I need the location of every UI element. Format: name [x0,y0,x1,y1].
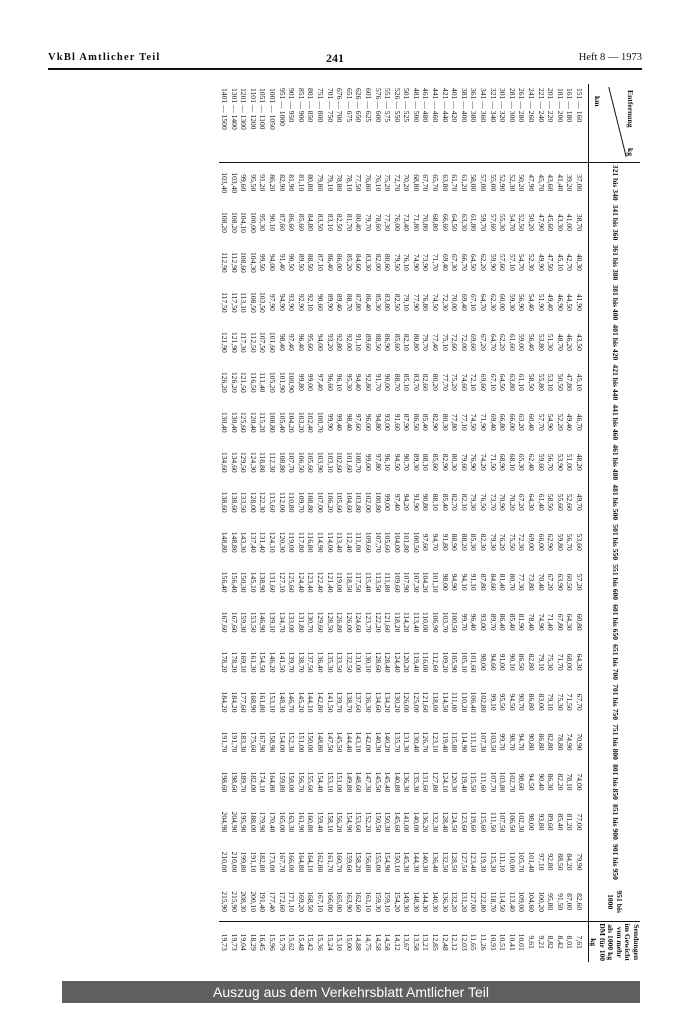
rate-column: 77,00 81,20 85,40 89,60 93,80 98,00 102,30 106,50 107,50 111,50 115,60 119,60 123,60 124,50 128,40 132,30 136,20 140,00 141,00 145,60 150,30 150,50 152,20 153,60 154,90 156,20 158,10 159,40 160,80 161,90 163,30 165,00 170,40 179,90 188,00 195,90 204,90 204,90 [220,811,584,833]
rate-column: 70,90 74,90 78,80 82,80 86,80 90,80 94,70 98,70 99,70 103,50 107,30 111,10 114,90 115,80 119,40 123,10 126,70 130,40 131,30 135,70 140,20 140,30 142,00 143,10 144,40 145,50 147,50 148,80 150,00 151,00 152,30 154,00 158,90 167,90 175,60 183,30 191,70 191,70 [220,731,584,753]
weight-class-header: 481 bis 500 [589,482,641,522]
page-number: 241 [326,51,344,65]
weight-class-header: 651 bis 700 [589,642,641,682]
weight-class-header: 441 bis 460 [589,402,641,442]
weight-class-header: 421 bis 440 [589,362,641,402]
rate-column: 49,70 52,60 55,60 58,50 61,40 64,30 67,20 70,20 70,90 73,70 76,50 79,30 82,10 82,70 85,40 88,10 90,80 91,90 94,20 97,40 99,00 100,80 102,00 103,80 104,60 105,60 106,20 107,00 108,80 109,70 110,80 112,00 115,60 122,30 128,00 133,50 138,60 138,60 [220,491,584,513]
issue-label: Heft 8 — 1973 [578,52,642,63]
header-rule [48,68,642,70]
weight-class-header: 401 bis 420 [589,322,641,362]
kg-label: kg [626,147,635,156]
weight-class-header: 321 bis 340 [589,163,641,203]
rate-table [219,84,640,962]
header-diagonal [608,87,626,157]
rate-column: 48,20 51,00 53,90 56,70 59,60 62,40 65,30 68,10 68,90 71,50 74,20 76,90 79,60 80,30 82,90 85,60 88,10 89,30 90,70 94,50 96,10 97,80 99,00 100,70 101,60 102,60 103,10 103,90 105,60 106,50 107,70 108,80 112,30 118,80 124,30 129,50 134,60 134,60 [220,451,584,473]
rate-column: 79,90 84,20 88,50 92,80 97,10 101,40 105,70 110,00 111,10 115,30 119,30 123,40 127,50 128,50 132,50 136,40 140,30 144,30 145,30 150,10 154,90 155,00 156,80 158,20 159,60 160,70 161,70 162,80 164,10 164,80 166,00 167,70 173,00 182,80 191,10 199,80 210,00 210,00 [220,851,584,873]
rate-column: 64,30 68,00 71,70 75,30 79,10 82,80 86,50 90,10 91,00 94,60 98,00 101,60 105,10 105,90 109,20 112,60 116,00 119,40 120,20 124,40 128,40 128,60 130,10 131,00 132,50 133,50 135,30 136,40 137,50 138,70 139,70 141,50 146,20 154,50 161,30 169,10 178,20 178,20 [220,651,584,673]
rate-column: 82,60 87,00 91,50 95,80 100,20 104,60 109,00 113,40 114,50 118,70 122,80 127,00 131,20 132,20 136,30 140,30 144,30 148,30 149,30 154,20 159,10 159,30 161,10 162,60 163,90 165,00 166,00 167,10 168,50 169,20 171,10 172,60 177,40 191,40 200,10 208,30 215,90 215,90 [220,891,584,913]
weight-class-header: 341 bis 360 [589,202,641,242]
rate-column: 57,20 60,50 63,90 67,20 70,40 73,80 77,30 80,70 81,40 84,60 87,80 91,10 94,10 94,90 98,00 101,10 104,20 107,30 107,90 109,60 111,80 113,50 115,40 117,50 118,50 119,00 121,40 122,40 123,40 124,40 125,60 127,10 131,60 138,90 145,10 150,30 156,40 156,40 [220,571,584,593]
rate-column: 46,70 49,40 52,20 54,90 57,70 60,40 63,20 66,00 66,80 69,40 71,90 74,50 77,10 77,80 80,30 82,90 85,40 86,50 87,90 91,60 93,00 94,80 96,00 97,60 98,40 99,40 99,90 100,70 102,40 103,20 104,20 105,40 108,80 115,20 120,40 125,60 130,40 130,40 [220,411,584,433]
rate-column: 37,00 39,20 41,40 43,60 45,70 47,90 50,20 52,30 52,90 55,00 57,00 58,00 61,20 61,70 63,80 65,70 67,70 68,80 70,20 72,70 75,20 76,10 76,80 77,50 78,10 78,80 79,10 79,80 80,80 81,10 81,90 82,90 86,20 91,20 95,50 99,60 103,40 103,40 [220,172,584,194]
rate-column: 43,50 46,20 48,70 51,30 53,80 56,40 59,00 61,60 62,20 64,70 67,20 69,60 72,00 72,60 75,10 77,40 79,70 80,80 82,10 85,60 86,90 88,50 89,60 91,10 92,00 92,80 93,20 94,00 95,60 96,40 97,40 98,40 101,60 107,50 112,50 117,30 121,90 121,90 [220,331,584,353]
rate-column: 7,61 8,01 8,42 8,82 9,21 9,61 10,01 10,41 10,51 10,91 11,26 11,65 12,03 12,12 12,48 12,85 13,21 13,58 13,67 14,12 14,58 14,58 14,75 14,88 15,00 15,10 15,24 15,36 15,42 15,48 15,62 15,79 15,96 16,45 18,29 19,04 19,73 19,73 [219,922,588,962]
weight-class-header: 551 bis 600 [589,562,641,602]
rate-column: 40,30 42,70 45,10 47,50 49,90 52,30 54,70 57,10 57,60 59,90 62,20 64,50 66,70 67,30 69,40 71,70 73,90 74,90 76,10 79,50 80,60 82,00 83,30 84,60 85,20 86,00 86,40 87,10 88,50 89,50 90,50 91,40 94,00 99,50 104,30 108,60 112,90 112,90 [220,251,584,273]
table-body-row [219,84,588,962]
weight-class-header: 851 bis 900 [589,802,641,842]
rate-column: 74,00 78,10 82,20 86,30 90,40 94,50 98,60 102,70 103,80 107,70 111,60 115,50 119,40 120,30 124,10 127,80 131,60 135,30 136,30 140,80 145,40 145,50 147,30 148,60 149,80 151,00 153,10 154,40 155,60 156,70 158,00 159,80 164,80 174,10 182,00 189,70 198,60 198,60 [220,771,584,793]
weight-class-header: Sendungen im Gewicht von mehr als 1000 kg DM für 100 kg [589,923,641,962]
rate-column: 53,60 56,70 59,80 62,90 66,00 69,00 72,30 75,50 76,20 79,30 82,30 85,30 88,20 88,90 91,80 94,70 97,60 100,50 101,80 104,00 105,60 107,70 109,60 111,00 112,40 113,40 114,00 114,90 116,80 117,80 119,00 120,30 124,10 131,40 137,40 143,30 148,80 148,80 [220,531,584,553]
rate-column: 45,10 47,80 50,50 53,10 55,80 58,50 61,10 63,80 64,50 67,10 69,60 72,10 74,60 75,20 77,70 80,20 82,60 83,70 85,10 88,70 90,00 91,70 92,80 94,40 95,30 96,10 96,60 97,40 99,00 99,80 100,90 101,90 105,20 111,40 116,50 121,50 126,20 126,20 [220,371,584,393]
weight-class-header: 361 bis 380 [589,242,641,282]
footer-banner: Auszug aus dem Verkehrsblatt Amtlicher Teil [62,981,640,1003]
rate-column: 41,90 44,50 46,90 49,40 51,90 54,40 56,90 59,30 60,00 62,30 64,70 67,10 69,40 70,00 72,30 74,50 76,80 77,90 79,10 82,50 83,80 85,30 86,40 87,80 88,70 89,40 89,90 90,60 92,10 92,90 93,90 94,90 97,90 103,50 108,50 113,10 117,50 117,50 [220,291,584,313]
weight-class-header: 801 bis 850 [589,762,641,802]
km-label: km [593,96,603,107]
page-header [48,52,642,66]
weight-class-header: 381 bis 400 [589,282,641,322]
table-header-row [589,84,641,962]
weight-class-header: 701 bis 750 [589,682,641,722]
rate-table-rotated [140,84,640,962]
rate-column: 67,70 71,50 75,30 79,10 83,00 86,80 90,70 94,50 95,50 99,10 102,80 106,40 110,20 111,00 114,50 118,00 121,60 125,00 126,00 130,20 134,20 134,60 136,30 137,60 138,70 139,70 141,50 142,80 144,10 145,20 146,70 148,30 153,10 161,80 168,90 177,60 184,20 184,20 [220,691,584,713]
distance-column: 151 — 160 161 — 180 181 — 200 201 — 220 221 — 240 241 — 260 261 — 280 281 — 300 301 — 320 321 — 340 341 — 360 361 — 380 381 — 400 401 — 420 421 — 440 441 — 460 461 — 480 481 — 500 501 — 525 526 — 550 551 — 575 576 — 600 601 — 625 626 — 650 651 — 675 676 — 700 701 — 750 751 — 800 801 — 850 851 — 900 901 — 950 951 — 1000 1001 — 1050 1051 — 1100 1101 — 1200 1201 — 1300 1301 — 1400 1401 — 1500 [219,84,588,163]
rate-column: 38,70 41,00 43,30 45,60 47,90 50,20 52,50 54,70 55,30 57,60 59,70 61,80 63,30 64,50 66,60 68,80 70,80 71,80 73,40 76,00 77,30 78,60 79,70 80,40 81,70 82,50 83,10 83,50 84,80 85,60 86,60 87,60 90,10 95,30 100,00 104,10 108,20 108,20 [220,212,584,233]
journal-title: VkBl Amtlicher Teil [48,52,161,63]
weight-class-header: 901 bis 950 [589,842,641,882]
weight-class-header: 501 bis 550 [589,522,641,562]
distance-label: Entfernung [626,90,635,128]
rate-column: 60,80 64,30 67,80 71,40 74,90 78,40 81,90 85,40 86,40 89,70 93,00 96,40 99,70 100,50 103,70 106,90 110,00 113,40 114,20 118,20 121,60 122,20 123,70 124,60 126,00 126,80 128,50 129,60 130,70 131,80 133,00 134,70 139,10 146,90 153,50 159,30 167,60 167,60 [220,611,584,633]
distance-header [589,84,641,163]
weight-class-header: 951 bis 1000 [589,882,641,922]
weight-class-header: 601 bis 650 [589,602,641,642]
weight-class-header: 751 bis 800 [589,722,641,762]
weight-class-header: 461 bis 480 [589,442,641,482]
